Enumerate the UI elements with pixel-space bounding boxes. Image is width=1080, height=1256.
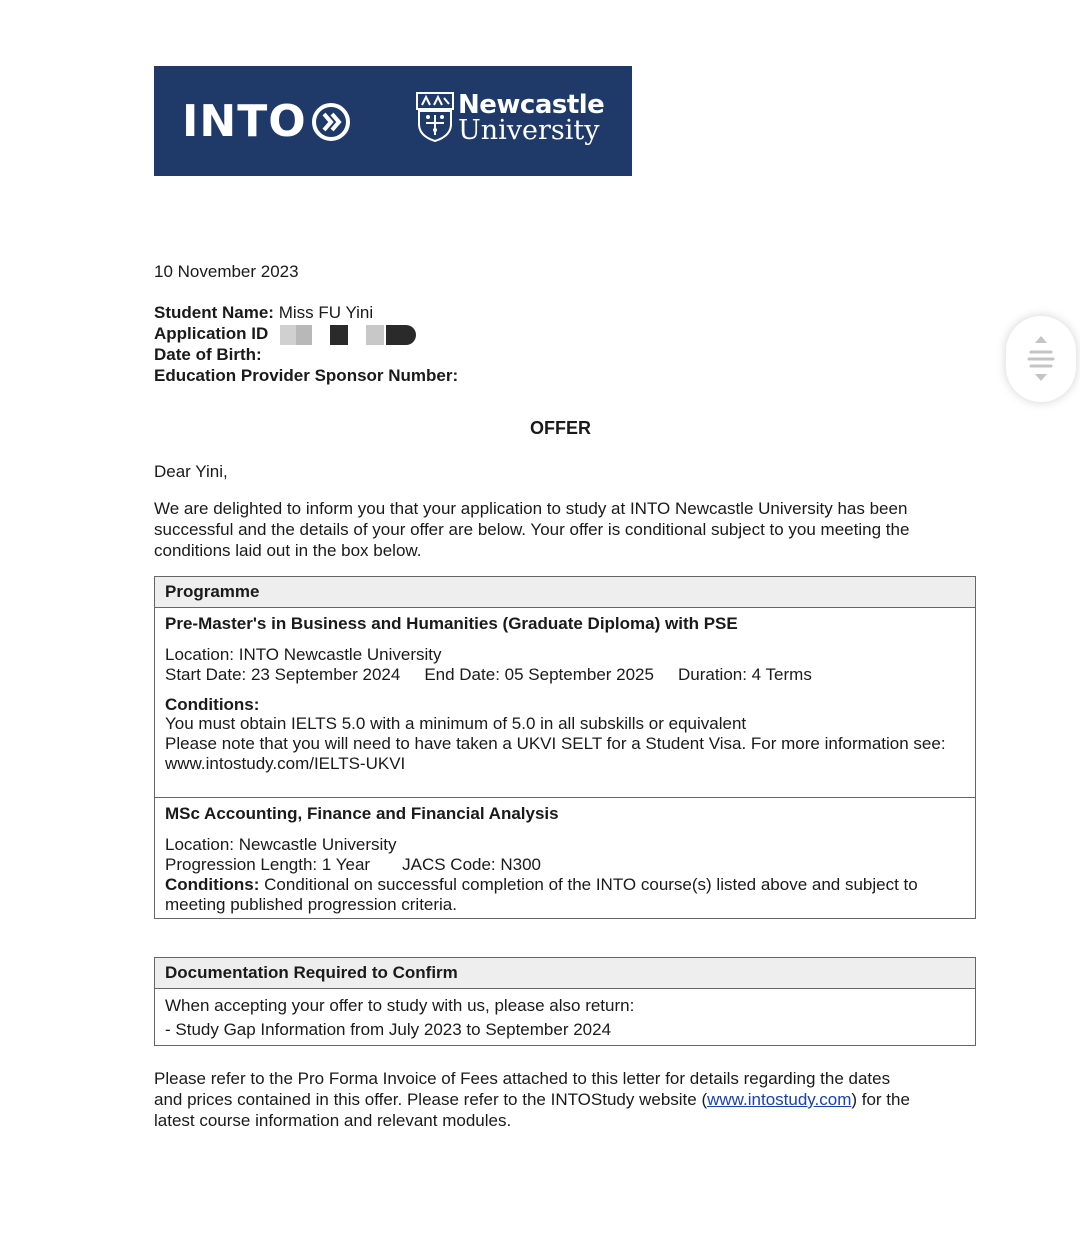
closing-line: Please refer to the Pro Forma Invoice of Fees attached to this letter for details regarding the dates — [154, 1069, 891, 1088]
condition-line: Please note that you will need to have taken a UKVI SELT for a Student Visa. For more information see: — [165, 734, 946, 753]
student-name-label: Student Name: — [154, 303, 274, 322]
intro-line: successful and the details of your offer are below. Your offer is conditional subject to you meeting the — [154, 520, 910, 539]
closing-paragraph — [154, 1068, 910, 1131]
scroll-handle-icon — [1006, 316, 1076, 402]
course-title: Pre-Master's in Business and Humanities (Graduate Diploma) with PSE — [165, 614, 738, 633]
conditions-row — [165, 875, 918, 895]
closing-text: ) for the — [851, 1090, 910, 1109]
salutation: Dear Yini, — [154, 462, 228, 481]
closing-text: and prices contained in this offer. Please refer to the INTOStudy website ( — [154, 1090, 708, 1109]
university-crest-icon — [416, 92, 454, 142]
start-date: Start Date: 23 September 2024 — [165, 665, 401, 684]
jacs-code: JACS Code: N300 — [402, 855, 542, 874]
redaction-mark — [366, 325, 384, 345]
date-of-birth-label: Date of Birth: — [154, 345, 262, 364]
course-section-premasters — [155, 607, 975, 798]
scroll-widget[interactable] — [1006, 316, 1076, 402]
university-name-line2: University — [458, 115, 600, 146]
documentation-box — [154, 957, 976, 1046]
course-location: Location: Newcastle University — [165, 835, 397, 854]
intostudy-link[interactable]: www.intostudy.com — [707, 1090, 852, 1109]
programme-box-header: Programme — [155, 577, 975, 608]
student-name-row — [154, 302, 458, 323]
closing-line: latest course information and relevant modules. — [154, 1111, 512, 1130]
intro-line: conditions laid out in the box below. — [154, 541, 422, 560]
documentation-line: When accepting your offer to study with us, please also return: — [165, 996, 635, 1015]
conditions-label: Conditions: — [165, 875, 260, 894]
intro-paragraph — [154, 498, 909, 561]
conditions-label: Conditions: — [165, 695, 260, 714]
header-banner — [154, 66, 632, 176]
double-chevron-circle-icon — [311, 102, 351, 142]
condition-line: meeting published progression criteria. — [165, 895, 457, 914]
offer-heading: OFFER — [530, 418, 591, 438]
documentation-box-header: Documentation Required to Confirm — [155, 958, 975, 989]
duration: Duration: 4 Terms — [677, 665, 812, 684]
progression-row — [165, 855, 541, 875]
documentation-line: - Study Gap Information from July 2023 to September 2024 — [165, 1020, 612, 1039]
course-title: MSc Accounting, Finance and Financial Analysis — [165, 804, 559, 823]
course-dates-row — [165, 665, 812, 685]
end-date: End Date: 05 September 2025 — [424, 665, 654, 684]
redaction-mark — [330, 325, 348, 345]
redaction-mark — [296, 325, 312, 345]
university-name-line1: Newcastle — [458, 90, 605, 120]
newcastle-university-logo — [416, 92, 604, 144]
student-name-value: Miss FU Yini — [278, 303, 374, 322]
sponsor-number-label: Education Provider Sponsor Number: — [154, 366, 459, 385]
course-location: Location: INTO Newcastle University — [165, 645, 442, 664]
condition-text: Conditional on successful completion of the INTO course(s) listed above and subject to — [259, 875, 918, 894]
programme-box — [154, 576, 976, 919]
application-id-label: Application ID — [154, 324, 269, 343]
intro-line: We are delighted to inform you that your application to study at INTO Newcastle University has been — [154, 499, 908, 518]
progression-length: Progression Length: 1 Year — [165, 855, 371, 874]
redaction-mark — [386, 325, 416, 345]
into-logo — [182, 96, 351, 147]
letter-date: 10 November 2023 — [154, 262, 299, 281]
ielts-ukvi-link-text: www.intostudy.com/IELTS-UKVI — [165, 754, 406, 773]
into-logo-text: INTO — [182, 96, 307, 147]
closing-line-with-link — [154, 1089, 910, 1110]
course-section-msc — [155, 798, 975, 918]
condition-line: You must obtain IELTS 5.0 with a minimum of 5.0 in all subskills or equivalent — [165, 714, 747, 733]
